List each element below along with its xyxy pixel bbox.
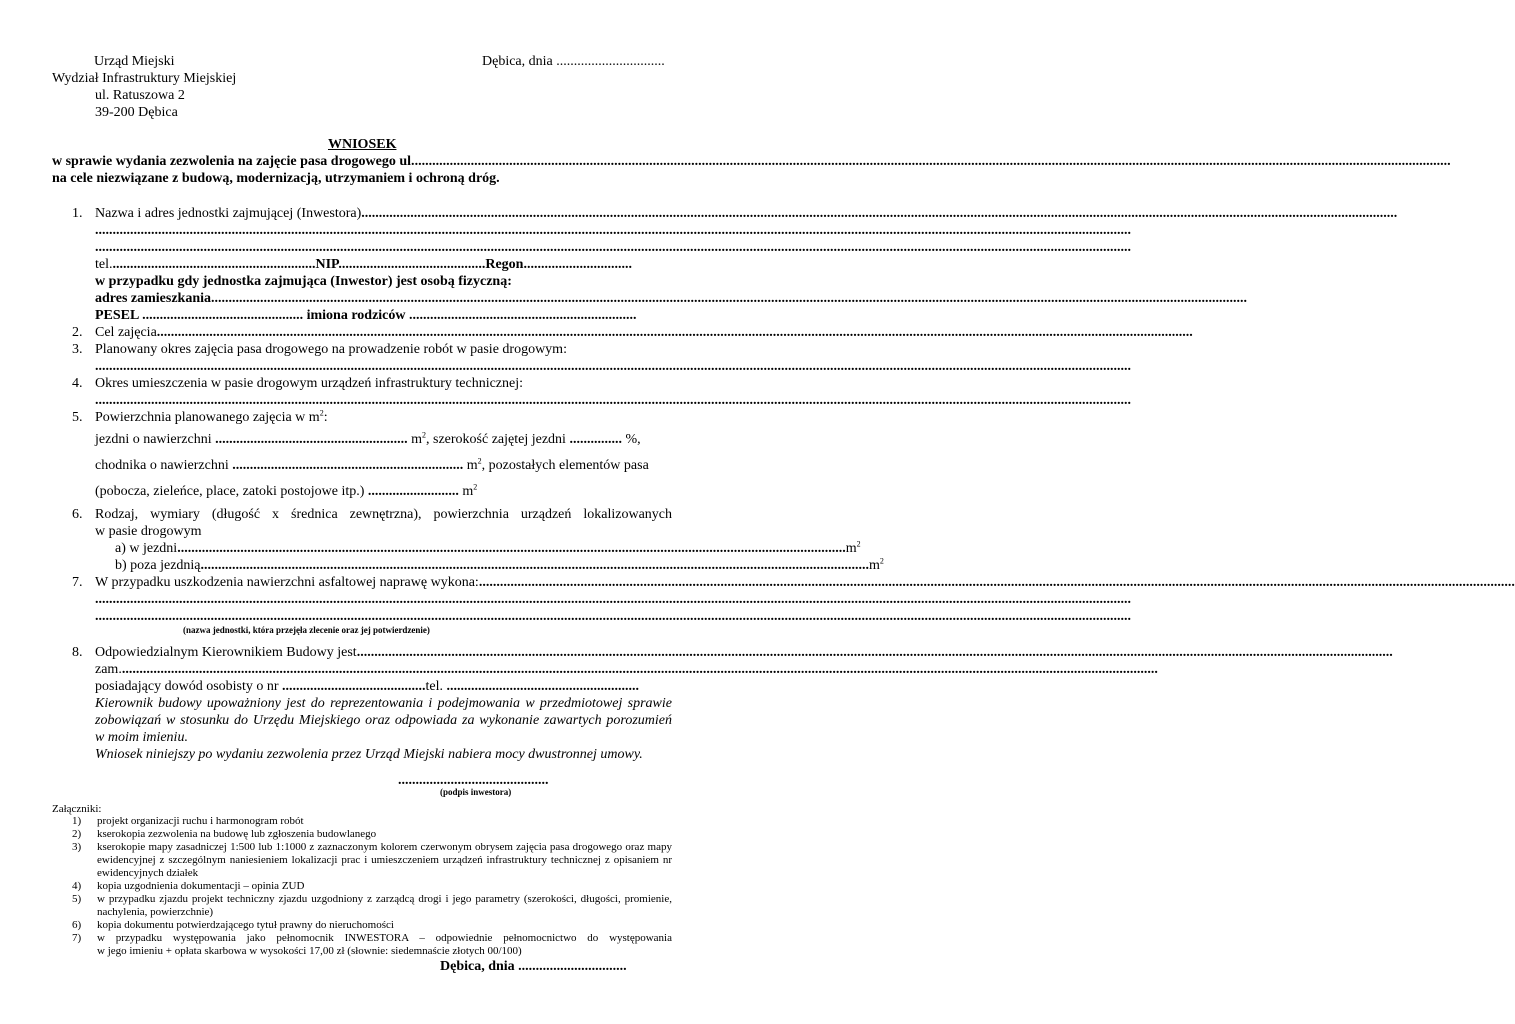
item-5-number: 5.	[72, 410, 83, 425]
item-7-label: W przypadku uszkodzenia nawierzchni asfaltowej naprawę wykona: .....	[95, 574, 672, 591]
item-8-italic-3: w moim imieniu.	[95, 730, 188, 745]
city-date-top: Dębica, dnia ...............................	[482, 54, 665, 69]
item-4-line	[95, 392, 672, 409]
item-1-line-2	[95, 222, 672, 239]
item-1-address: adres zamieszkania .....	[95, 290, 672, 307]
item-8-id-tel: posiadający dowód osobisty o nr .........................................tel. .......................................................	[95, 679, 640, 694]
attachment-text-continued: ewidencyjnych działek	[97, 867, 199, 879]
department-name: Wydział Infrastruktury Miejskiej	[52, 71, 237, 86]
item-3-number: 3.	[72, 342, 83, 357]
item-7-caption: (nazwa jednostki, która przejęła zlecenie oraz jej potwierdzenie)	[183, 625, 430, 635]
attachment-text-continued: w jego imieniu + opłata skarbowa w wysokości 17,00 zł (słownie: siedemnaście złotych 00/100)	[97, 945, 522, 957]
signature-line: ...........................................	[398, 773, 549, 788]
attachment-text: kopia uzgodnienia dokumentacji – opinia ZUD	[97, 880, 305, 892]
item-5-other: (pobocza, zieleńce, place, zatoki postojowe itp.) .......................... $m^2$	[95, 482, 478, 499]
attachment-text: w przypadku występowania jako pełnomocnik INWESTORA – odpowiednie pełnomocnictwo do występowania	[97, 932, 672, 944]
item-5-label: Powierzchnia planowanego zajęcia w $m^2$:	[95, 408, 328, 425]
item-6-roadway: a) w jezdni ............................................................................................................................................................................................... $m^2$	[115, 539, 861, 556]
office-postal-city: 39-200 Dębica	[95, 105, 178, 120]
item-7-number: 7.	[72, 575, 83, 590]
document-title: WNIOSEK	[328, 137, 397, 152]
item-8-italic-4: Wniosek niniejszy po wydaniu zezwolenia przez Urząd Miejski nabiera mocy dwustronnej umowy.	[95, 747, 643, 762]
item-6-line-1: Rodzaj, wymiary (długość x średnica zewnętrzna), powierzchnia urządzeń lokalizowanych	[95, 507, 672, 522]
attachment-text: projekt organizacji ruchu i harmonogram robót	[97, 815, 304, 827]
city-date-bottom: Dębica, dnia ...............................	[440, 959, 627, 974]
attachment-number: 6)	[72, 919, 82, 931]
attachment-number: 2)	[72, 828, 82, 840]
item-6-off-roadway: b) poza jezdnią ............................................................................................................................................................................................... $m^2$	[115, 556, 884, 573]
attachment-text-continued: ewidencyjnej z szczególnym naniesieniem lokalizacji prac i umieszczeniem urządzeń infrastruktury technicznej z opisaniem nr	[97, 854, 672, 866]
item-2-purpose: Cel zajęcia .....	[95, 324, 672, 341]
office-street: ul. Ratuszowa 2	[95, 88, 185, 103]
signature-caption: (podpis inwestora)	[440, 787, 512, 797]
item-8-address: zam. .....	[95, 661, 672, 678]
item-8-italic-2: zobowiązań w stosunku do Urzędu Miejskiego oraz odpowiada za wykonanie zawartych porozumień	[95, 713, 672, 728]
item-1-physical-person: w przypadku gdy jednostka zajmująca (Inwestor) jest osobą fizyczną:	[95, 274, 512, 289]
item-3-line	[95, 358, 672, 375]
office-name: Urząd Miejski	[94, 54, 175, 69]
attachment-text: w przypadku zjazdu projekt techniczny zjazdu uzgodniony z zarządcą drogi i jego parametry (szerokości, długości, promienie,	[97, 893, 672, 905]
title-line-1: w sprawie wydania zezwolenia na zajęcie pasa drogowego ul. .....	[52, 153, 672, 170]
attachment-text-continued: nachylenia, powierzchnie)	[97, 906, 214, 918]
item-6-line-2: w pasie drogowym	[95, 524, 202, 539]
attachment-text: kserokopie mapy zasadniczej 1:500 lub 1:1000 z zaznaczonym kolorem czerwonym obrysem zajęcia pasa drogowego oraz mapy	[97, 841, 672, 853]
title-line-2: na cele niezwiązane z budową, modernizacją, utrzymaniem i ochroną dróg.	[52, 171, 500, 186]
item-8-italic-1: Kierownik budowy upoważniony jest do reprezentowania i podejmowania w przedmiotowej sprawie	[95, 696, 672, 711]
item-5-sidewalk: chodnika o nawierzchni .................................................................. $m^2$, pozostałych elementów pasa	[95, 456, 649, 473]
attachment-number: 5)	[72, 893, 82, 905]
attachment-number: 1)	[72, 815, 82, 827]
item-8-label: Odpowiedzialnym Kierownikiem Budowy jest .....	[95, 644, 672, 661]
item-1-investor: Nazwa i adres jednostki zajmującej (Inwestora) .....	[95, 205, 672, 222]
attachment-number: 7)	[72, 932, 82, 944]
item-5-roadway: jezdni o nawierzchni ....................................................... $m^2$, szerokość zajętej jezdni ............... %,	[95, 430, 641, 447]
item-7-line-2	[95, 591, 672, 608]
item-1-tel-nip-regon: tel...........................................................NIP..........................................Regon...............................	[95, 257, 632, 272]
attachment-text: kserokopia zezwolenia na budowę lub zgłoszenia budowlanego	[97, 828, 377, 840]
item-2-number: 2.	[72, 325, 83, 340]
attachment-number: 4)	[72, 880, 82, 892]
attachment-text: kopia dokumentu potwierdzającego tytuł prawny do nieruchomości	[97, 919, 394, 931]
attachment-number: 3)	[72, 841, 82, 853]
item-8-number: 8.	[72, 645, 83, 660]
item-1-line-3	[95, 239, 672, 256]
item-4-label: Okres umieszczenia w pasie drogowym urządzeń infrastruktury technicznej:	[95, 376, 523, 391]
item-4-number: 4.	[72, 376, 83, 391]
item-1-number: 1.	[72, 206, 83, 221]
item-7-line-3	[95, 608, 672, 625]
item-3-label: Planowany okres zajęcia pasa drogowego na prowadzenie robót w pasie drogowym:	[95, 342, 567, 357]
attachments-title: Załączniki:	[52, 803, 102, 815]
item-1-pesel-parents: PESEL .............................................. imiona rodziców .................................................................	[95, 308, 637, 323]
item-6-number: 6.	[72, 507, 83, 522]
